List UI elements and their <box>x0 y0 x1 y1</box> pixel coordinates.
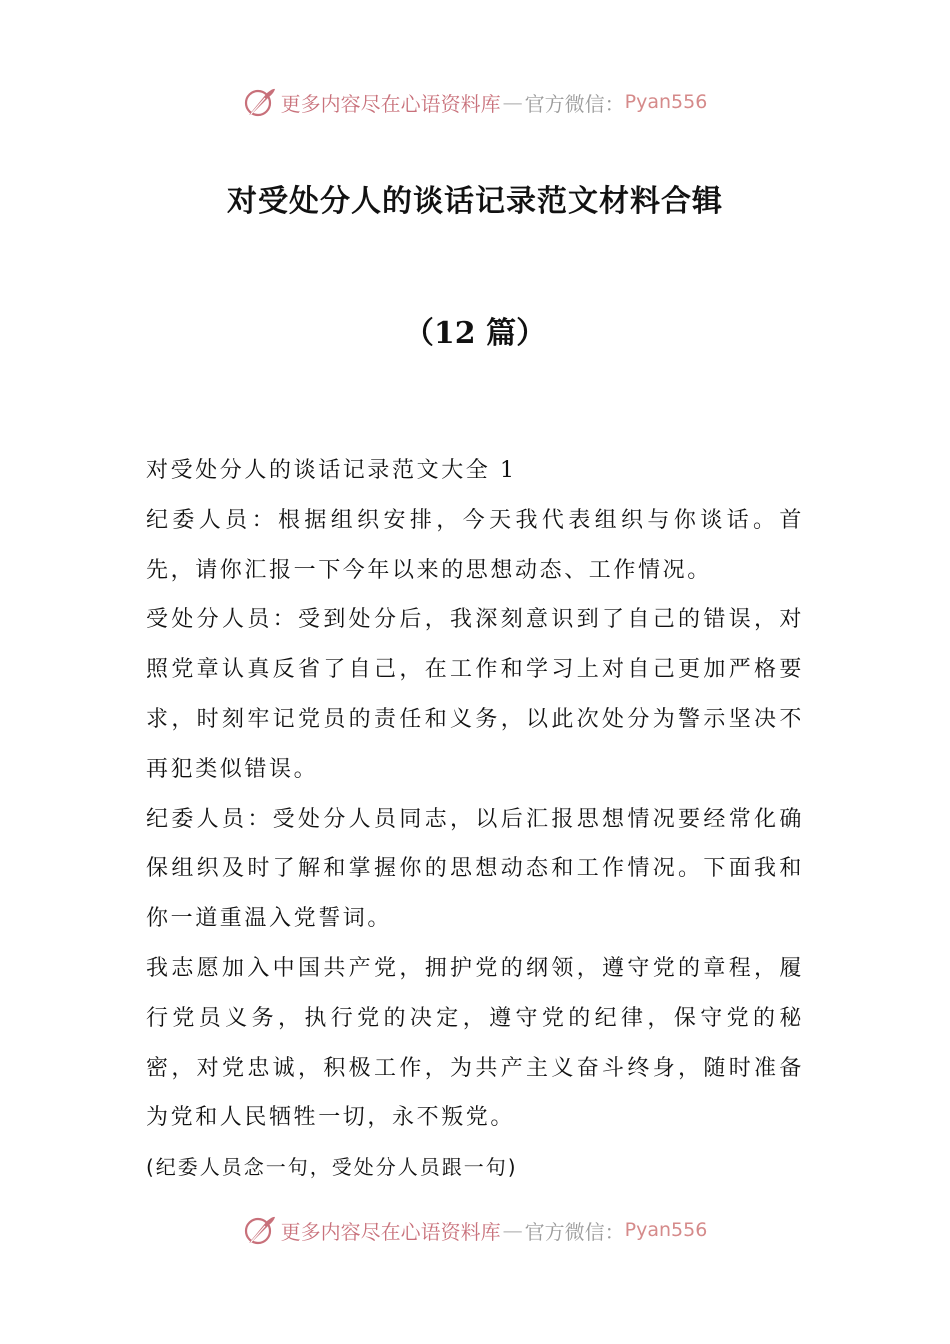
footer-watermark-banner <box>0 1210 950 1250</box>
banner-official-label: 官方微信： <box>524 91 625 116</box>
paragraph: 纪委人员：根据组织安排，今天我代表组织与你谈话。首先，请你汇报一下今年以来的思想动态、工作情况。 <box>146 507 804 583</box>
banner-dash: — <box>502 90 523 114</box>
banner-wechat-handle: Pyan556 <box>624 1219 708 1241</box>
document-title: 对受处分人的谈话记录范文材料合辑 <box>227 184 723 219</box>
banner-wechat-handle: Pyan556 <box>624 91 708 113</box>
quill-pen-logo-icon <box>243 1213 277 1247</box>
paragraph: 纪委人员：受处分人员同志，以后汇报思想情况要经常化确保组织及时了解和掌握你的思想动态和工作情况。下面我和你一道重温入党誓词。 <box>146 806 804 932</box>
banner-site-name: 更多内容尽在心语资料库 <box>280 1219 501 1244</box>
paragraph: 我志愿加入中国共产党，拥护党的纲领，遵守党的章程，履行党员义务，执行党的决定，遵守党的纪律，保守党的秘密，对党忠诚，积极工作，为共产主义奋斗终身，随时准备为党和人民牺牲一切，永不叛党。 <box>146 955 804 1131</box>
banner-site-name: 更多内容尽在心语资料库 <box>280 91 501 116</box>
banner-official-label: 官方微信： <box>524 1219 625 1244</box>
paragraph: 受处分人员：受到处分后，我深刻意识到了自己的错误，对照党章认真反省了自己，在工作和学习上对自己更加严格要求，时刻牢记党员的责任和义务，以此次处分为警示坚决不再犯类似错误。 <box>146 607 804 782</box>
section-heading: 对受处分人的谈话记录范文大全 1 <box>146 458 517 483</box>
paragraph-note: (纪委人员念一句，受处分人员跟一句) <box>146 1155 518 1180</box>
document-subtitle: （12 篇） <box>403 316 547 351</box>
header-watermark-banner <box>0 82 950 122</box>
document-body <box>146 446 804 1193</box>
banner-dash: — <box>502 1218 523 1242</box>
quill-pen-logo-icon <box>243 85 277 119</box>
